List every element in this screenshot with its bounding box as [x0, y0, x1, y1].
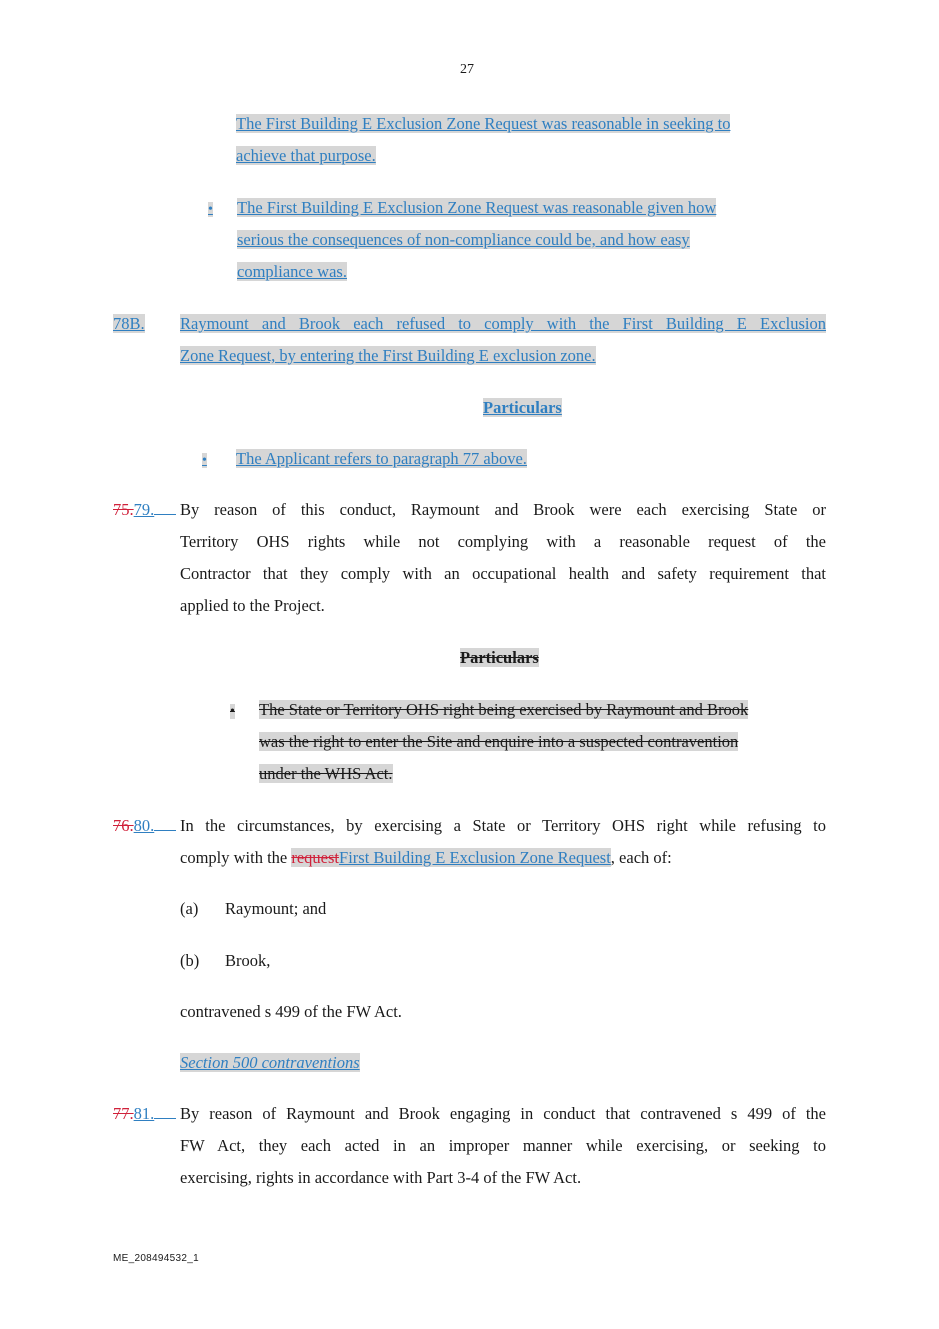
document-reference-footer: ME_208494532_1	[113, 1253, 199, 1264]
bullet-marker: •	[202, 453, 207, 468]
particulars-heading: Particulars	[483, 398, 562, 417]
deleted-bullet-line-2: was the right to enter the Site and enquire into a suspected contravention	[259, 732, 739, 751]
inserted-text: achieve that purpose.	[236, 146, 376, 165]
deleted-bullet-line-3: under the WHS Act.	[259, 764, 393, 783]
paragraph-79-line-4: applied to the Project.	[180, 596, 325, 615]
section-heading: Section 500 contraventions	[180, 1053, 360, 1072]
continuation-line-2	[236, 140, 376, 172]
page-number: 27	[460, 62, 474, 77]
inserted-text: The First Building E Exclusion Zone Request was reasonable in seeking to	[236, 114, 731, 133]
list-item-a-label: (a)	[180, 899, 199, 918]
paragraph-number-78b: 78B.	[113, 314, 145, 333]
paragraph-81-line-1: By reason of Raymount and Brook engaging in conduct that contravened s 499 of the	[180, 1104, 826, 1123]
continuation-line-1	[236, 108, 730, 140]
bullet-marker: •	[208, 202, 213, 217]
paragraph-80-line-2: comply with the requestFirst Building E Exclusion Zone Request, each of:	[180, 848, 672, 867]
paragraph-79-line-1: By reason of this conduct, Raymount and Brook were each exercising State or	[180, 500, 826, 519]
list-item-a-text: Raymount; and	[225, 899, 327, 918]
paragraph-78b-line-2: Zone Request, by entering the First Building E exclusion zone.	[180, 346, 596, 365]
paragraph-number-81: 77.81.	[113, 1098, 176, 1130]
list-item-b-label: (b)	[180, 951, 200, 970]
particulars-bullet: The Applicant refers to paragraph 77 above.	[236, 449, 527, 468]
paragraph-number-80: 76.80.	[113, 810, 176, 842]
bullet-2-line-1: The First Building E Exclusion Zone Request was reasonable given how	[237, 198, 717, 217]
paragraph-80-conclusion: contravened s 499 of the FW Act.	[180, 1002, 402, 1021]
paragraph-number-79: 75.79.	[113, 494, 176, 526]
paragraph-78b-line-1: Raymount and Brook each refused to comply with the First Building E Exclusion	[180, 314, 826, 333]
paragraph-81-line-3: exercising, rights in accordance with Part 3-4 of the FW Act.	[180, 1168, 582, 1187]
paragraph-80-line-1: In the circumstances, by exercising a State or Territory OHS right while refusing to	[180, 816, 826, 835]
deleted-bullet-line-1: The State or Territory OHS right being exercised by Raymount and Brook	[259, 700, 749, 719]
paragraph-79-line-2: Territory OHS rights while not complying with a reasonable request of the	[180, 532, 826, 551]
bullet-2-line-3: compliance was.	[237, 262, 347, 281]
deleted-particulars-heading: Particulars	[460, 648, 539, 667]
list-item-b-text: Brook,	[225, 951, 271, 970]
bullet-marker: •	[230, 704, 235, 719]
paragraph-79-line-3: Contractor that they comply with an occupational health and safety requirement that	[180, 564, 826, 583]
paragraph-81-line-2: FW Act, they each acted in an improper manner while exercising, or seeking to	[180, 1136, 826, 1155]
bullet-2-line-2: serious the consequences of non-compliance could be, and how easy	[237, 230, 690, 249]
